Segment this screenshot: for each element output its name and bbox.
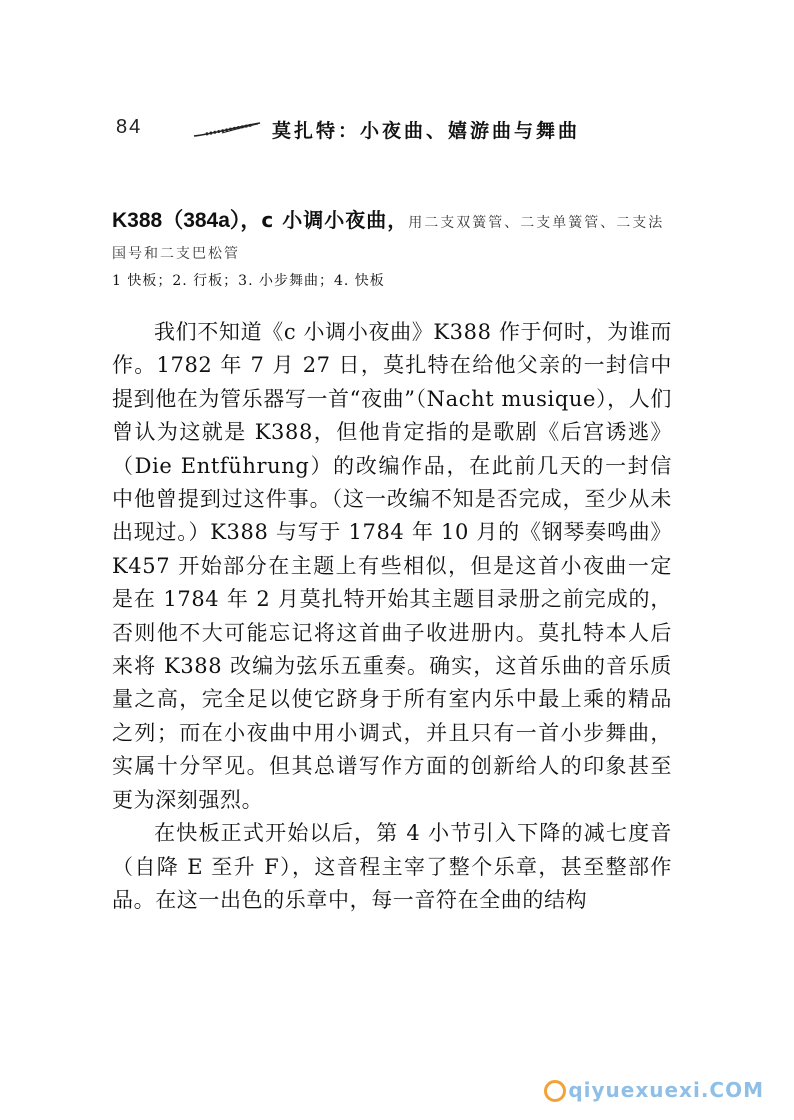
movement-list: 1 快板；2. 行板；3. 小步舞曲；4. 快板 (112, 273, 385, 289)
page-number: 84 (116, 116, 143, 138)
flourish-icon (192, 120, 262, 140)
body-text (112, 316, 672, 917)
running-title: 莫扎特：小夜曲、嬉游曲与舞曲 (272, 120, 581, 142)
paragraph: 在快板正式开始以后，第 4 小节引入下降的减七度音（自降 E 至升 F），这音程主宰了整个乐章，甚至整部作品。在这一出色的乐章中，每一音符在全曲的结构 (112, 821, 672, 912)
page-header (116, 116, 636, 146)
paragraph: 我们不知道《c 小调小夜曲》K388 作于何时，为谁而作。1782 年 7 月 27 日，莫扎特在给他父亲的一封信中提到他在为管乐器写一首“夜曲”（Nacht musique），人们曾认为这就是 K388，但他肯定指的是歌剧《后宫诱逃》（Die Entführung）的改编作品，在此前几天的一封信中他曾提到过这件事。（这一改编不知是否完成，至少从未出现过。）K388 与写于 1784 年 10 月的《钢琴奏鸣曲》K457 开始部分在主题上有些相似，但是这首小夜曲一定是在 1784 年 2 月莫扎特开始其主题目录册之前完成的，否则他不大可能忘记将这首曲子收进册内。莫扎特本人后来将 K388 改编为弦乐五重奏。确实，这首乐曲的音乐质量之高，完全足以使它跻身于所有室内乐中最上乘的精品之列；而在小夜曲中用小调式，并且只有一首小步舞曲，实属十分罕见。但其总谱写作方面的创新给人的印象甚至更为深刻强烈。 (112, 320, 672, 812)
watermark-logo-icon (544, 1080, 566, 1102)
work-catalog-number: K388（384a）， (112, 209, 262, 232)
watermark-text: qiyuexuexi.COM (568, 1077, 764, 1102)
entry-heading (112, 205, 672, 269)
watermark (544, 1078, 764, 1103)
work-title: c 小调小夜曲， (261, 208, 409, 232)
instrumentation: 用二支双簧管、二支单簧管、二支法国号和二支巴松管 (112, 215, 665, 262)
